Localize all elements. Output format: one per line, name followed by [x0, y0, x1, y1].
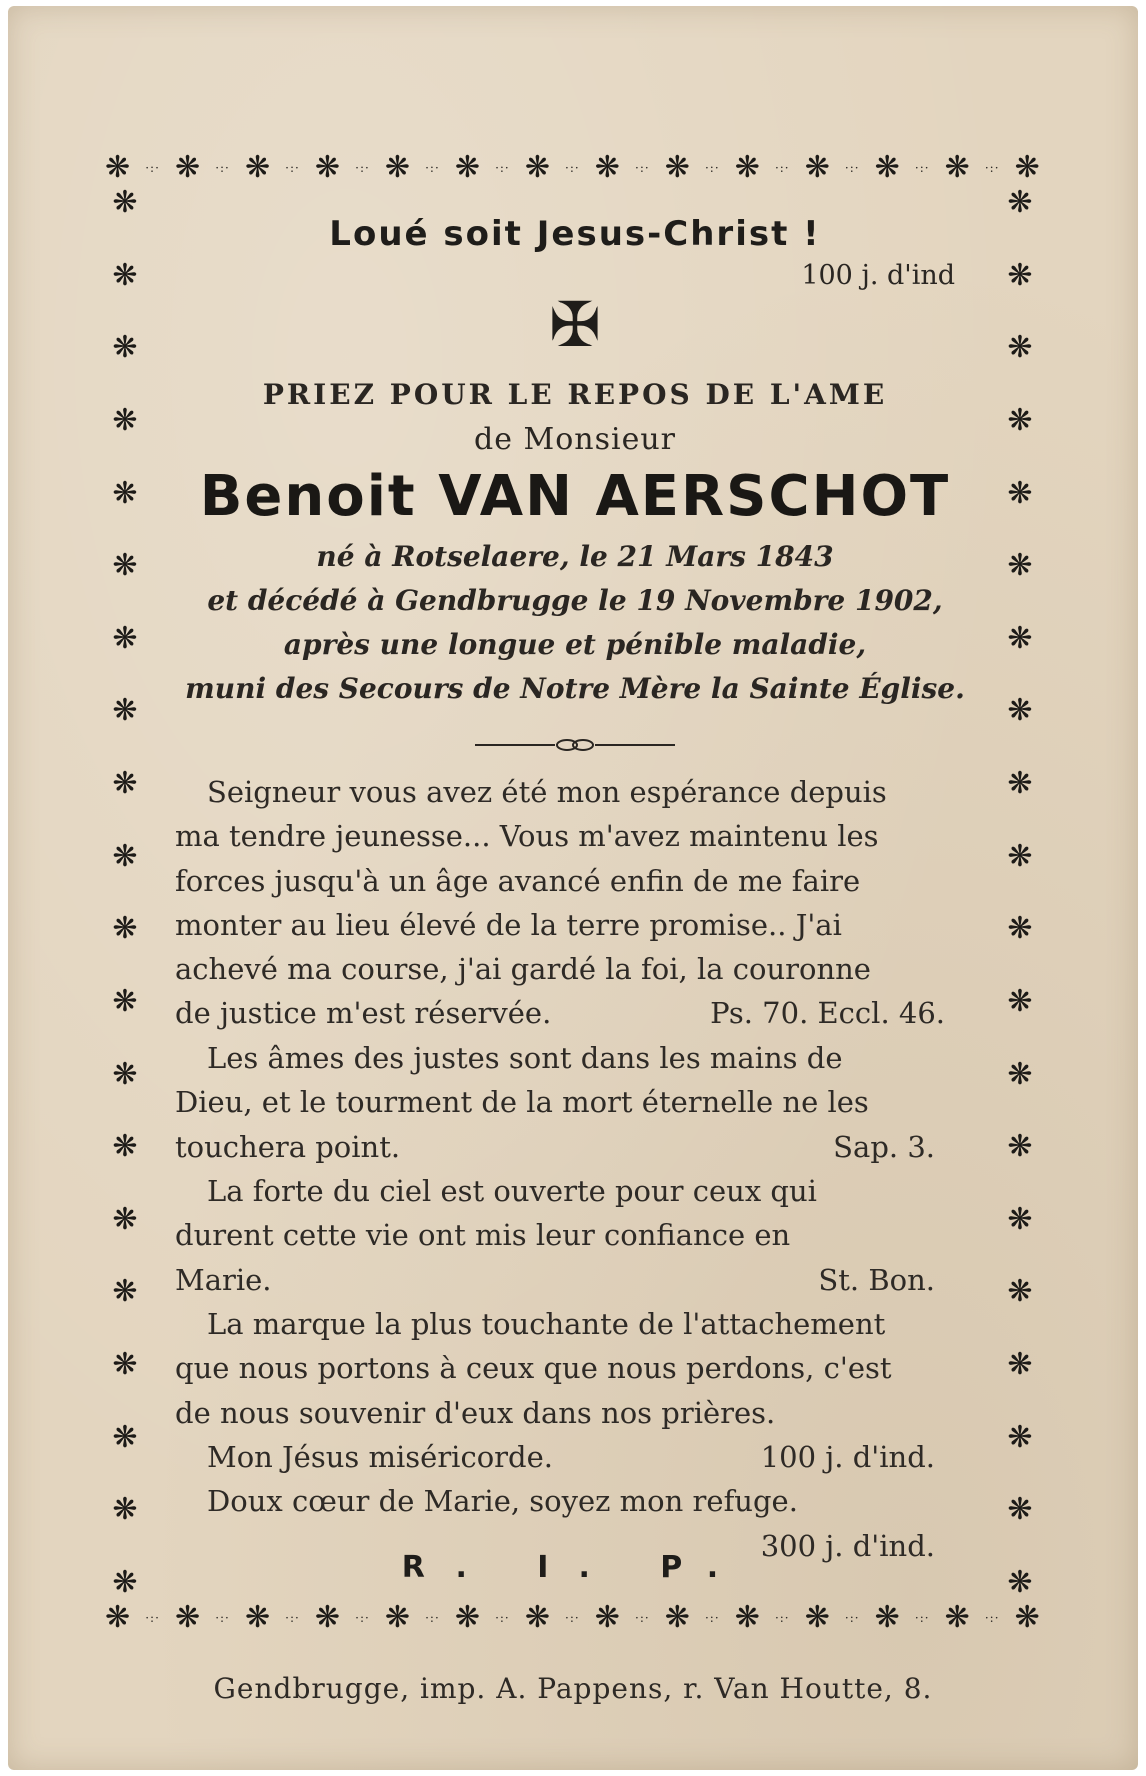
- ornament-flower-icon: ❋: [1007, 1492, 1033, 1528]
- ornament-flower-icon: ❋: [112, 620, 138, 656]
- ornament-flower-icon: ❋: [1007, 1419, 1033, 1455]
- ornament-dots-icon: ·:·: [495, 1611, 510, 1625]
- ornament-flower-icon: ❋: [1007, 693, 1033, 729]
- ornament-dots-icon: ·:·: [844, 1611, 860, 1625]
- ornament-flower-icon: ❋: [105, 150, 131, 185]
- bio-line: après une longue et pénible maladie,: [283, 628, 867, 661]
- ornament-flower-icon: ❋: [112, 766, 138, 801]
- text-line: Marie.: [175, 1262, 272, 1297]
- ornament-flower-icon: ❋: [112, 1056, 138, 1092]
- ornament-flower-icon: ❋: [874, 150, 900, 185]
- ornament-flower-icon: ❋: [314, 1600, 341, 1635]
- ornament-flower-icon: ❋: [112, 257, 138, 293]
- ornament-flower-icon: ❋: [1007, 1056, 1033, 1092]
- ornament-flower-icon: ❋: [174, 150, 201, 185]
- ornament-flower-icon: ❋: [734, 1600, 760, 1635]
- scripture-reference: St. Bon.: [818, 1262, 935, 1297]
- ornament-flower-icon: ❋: [664, 150, 690, 185]
- text-line: monter au lieu élevé de la terre promise.. J'ai: [175, 907, 842, 942]
- text-line: ma tendre jeunesse... Vous m'avez maintenu les: [175, 819, 879, 854]
- ornament-dots-icon: ·:·: [984, 161, 1000, 175]
- text-line: durent cette vie ont mis leur confiance en: [175, 1218, 791, 1253]
- ornament-dots-icon: ·:·: [774, 1611, 790, 1625]
- scripture-paragraph: [175, 770, 975, 1036]
- ornament-flower-icon: ❋: [594, 150, 620, 185]
- ornament-dots-icon: ·:·: [914, 1611, 930, 1625]
- ornament-dots-icon: ·:·: [215, 1611, 230, 1625]
- prayer-request: PRIEZ POUR LE REPOS DE L'AME: [262, 378, 888, 411]
- ornament-flower-icon: ❋: [112, 330, 138, 366]
- ornament-flower-icon: ❋: [1007, 330, 1033, 366]
- bio-line: muni des Secours de Notre Mère la Sainte Église.: [185, 672, 965, 705]
- ornament-flower-icon: ❋: [1007, 188, 1033, 220]
- ornament-flower-icon: ❋: [734, 150, 760, 185]
- ornament-dots-icon: ·:·: [145, 161, 160, 175]
- ornament-dots-icon: ·:·: [425, 1611, 440, 1625]
- ornament-flower-icon: ❋: [384, 150, 411, 185]
- ornament-flower-icon: ❋: [454, 1600, 480, 1635]
- ornament-flower-icon: ❋: [112, 983, 138, 1019]
- ornament-flower-icon: ❋: [112, 402, 138, 438]
- ornament-flower-icon: ❋: [1007, 1347, 1033, 1382]
- ornament-dots-icon: ·:·: [914, 161, 930, 175]
- ornament-flower-icon: ❋: [594, 1600, 620, 1635]
- ornament-flower-icon: ❋: [112, 693, 138, 729]
- ornament-flower-icon: ❋: [1014, 150, 1040, 185]
- text-line: achevé ma course, j'ai gardé la foi, la couronne: [175, 952, 871, 987]
- ornament-flower-icon: ❋: [1007, 548, 1033, 584]
- ornament-flower-icon: ❋: [804, 150, 830, 185]
- ornament-flower-icon: ❋: [112, 1201, 138, 1237]
- border-bottom: [105, 1598, 1040, 1638]
- ornament-flower-icon: ❋: [1007, 1129, 1033, 1165]
- ornament-flower-icon: ❋: [1007, 838, 1033, 874]
- ornament-dots-icon: ·:·: [635, 1611, 650, 1625]
- ornament-flower-icon: ❋: [112, 548, 138, 584]
- ornament-flower-icon: ❋: [112, 475, 138, 511]
- ornament-flower-icon: ❋: [1007, 1564, 1033, 1598]
- text-line: que nous portons à ceux que nous perdons, c'est: [175, 1351, 892, 1386]
- ornament-flower-icon: ❋: [454, 150, 480, 185]
- deceased-name: Benoit VAN AERSCHOT: [199, 464, 951, 529]
- ornament-dots-icon: ·:·: [495, 161, 510, 175]
- printer-imprint: Gendbrugge, imp. A. Pappens, r. Van Houtte, 8.: [213, 1672, 933, 1705]
- ornament-flower-icon: ❋: [524, 150, 550, 185]
- ornament-flower-icon: ❋: [105, 1600, 131, 1635]
- bio-line: et décédé à Gendbrugge le 19 Novembre 1902,: [207, 584, 943, 617]
- ornament-dots-icon: ·:·: [844, 161, 860, 175]
- ornament-dots-icon: ·:·: [704, 1611, 720, 1625]
- ornament-flower-icon: ❋: [174, 1600, 201, 1635]
- ornament-flower-icon: ❋: [112, 1419, 138, 1455]
- ornament-flower-icon: ❋: [244, 150, 271, 185]
- ornament-flower-icon: ❋: [944, 1600, 970, 1635]
- text-line: La forte du ciel est ouverte pour ceux qui: [207, 1174, 817, 1208]
- rip-text: R. I. P.: [401, 1550, 749, 1585]
- short-prayers: [175, 1435, 975, 1568]
- scripture-paragraph: [175, 1036, 975, 1169]
- ornament-flower-icon: ❋: [112, 188, 138, 220]
- indulgence-note: 300 j. d'ind.: [760, 1528, 935, 1563]
- ornament-flower-icon: ❋: [664, 1600, 690, 1635]
- ornament-flower-icon: ❋: [112, 838, 138, 874]
- text-line: Dieu, et le tourment de la mort éternelle ne les: [175, 1085, 869, 1120]
- scripture-reference: Ps. 70. Eccl. 46.: [710, 996, 945, 1031]
- text-line: La marque la plus touchante de l'attachement: [207, 1307, 886, 1341]
- ornament-dots-icon: ·:·: [984, 1611, 1000, 1625]
- border-top: [105, 148, 1040, 188]
- text-line: forces jusqu'à un âge avancé enfin de me faire: [175, 863, 861, 898]
- divider-ornament: [475, 738, 675, 752]
- ornament-flower-icon: ❋: [804, 1600, 830, 1635]
- ornament-flower-icon: ❋: [112, 1492, 138, 1528]
- text-line: de justice m'est réservée.: [175, 996, 552, 1031]
- ornament-dots-icon: ·:·: [355, 1611, 370, 1625]
- scripture-paragraph: [175, 1169, 975, 1302]
- ornament-flower-icon: ❋: [112, 1274, 138, 1310]
- ornament-flower-icon: ❋: [524, 1600, 550, 1635]
- ornament-dots-icon: ·:·: [355, 161, 370, 175]
- ornament-dots-icon: ·:·: [565, 1611, 580, 1625]
- ornament-dots-icon: ·:·: [565, 161, 580, 175]
- prayer-line: Doux cœur de Marie, soyez mon refuge.: [207, 1484, 798, 1519]
- border-right: [1000, 188, 1040, 1598]
- ornament-flower-icon: ❋: [314, 150, 341, 185]
- ornament-dots-icon: ·:·: [145, 1611, 160, 1625]
- ornament-flower-icon: ❋: [1007, 766, 1033, 801]
- ornament-flower-icon: ❋: [112, 1347, 138, 1382]
- ornament-flower-icon: ❋: [1014, 1600, 1040, 1635]
- header-praise: Loué soit Jesus-Christ !: [329, 214, 821, 254]
- text-line: de nous souvenir d'eux dans nos prières.: [175, 1395, 776, 1430]
- ornament-flower-icon: ❋: [384, 1600, 411, 1635]
- ornament-dots-icon: ·:·: [285, 161, 300, 175]
- indulgence-top: 100 j. d'ind: [801, 260, 955, 291]
- ornament-flower-icon: ❋: [944, 150, 970, 185]
- ornament-dots-icon: ·:·: [425, 161, 440, 175]
- ornament-flower-icon: ❋: [1007, 475, 1033, 511]
- ornament-dots-icon: ·:·: [215, 161, 230, 175]
- text-line: Seigneur vous avez été mon espérance depuis: [207, 775, 887, 809]
- scripture-paragraph: [175, 1302, 975, 1435]
- bio-line: né à Rotselaere, le 21 Mars 1843: [316, 540, 834, 573]
- indulgence-note: 100 j. d'ind.: [760, 1440, 935, 1474]
- ornament-flower-icon: ❋: [112, 1564, 138, 1598]
- ornament-flower-icon: ❋: [1007, 402, 1033, 438]
- ornament-dots-icon: ·:·: [704, 161, 720, 175]
- ornament-flower-icon: ❋: [244, 1600, 271, 1635]
- ornament-flower-icon: ❋: [1007, 911, 1033, 947]
- ornament-flower-icon: ❋: [1007, 983, 1033, 1019]
- ornament-dots-icon: ·:·: [285, 1611, 300, 1625]
- ornament-dots-icon: ·:·: [774, 161, 790, 175]
- scripture-reference: Sap. 3.: [833, 1129, 935, 1164]
- ornament-flower-icon: ❋: [1007, 1274, 1033, 1310]
- ornament-flower-icon: ❋: [1007, 620, 1033, 656]
- ornament-flower-icon: ❋: [874, 1600, 900, 1635]
- prayer-line: Mon Jésus miséricorde.: [207, 1440, 553, 1474]
- border-left: [105, 188, 145, 1598]
- maltese-cross-icon: ✠: [549, 288, 601, 361]
- text-line: touchera point.: [175, 1129, 401, 1164]
- ornament-flower-icon: ❋: [112, 911, 138, 947]
- ornament-dots-icon: ·:·: [635, 161, 650, 175]
- ornament-flower-icon: ❋: [1007, 1201, 1033, 1237]
- ornament-flower-icon: ❋: [112, 1129, 138, 1165]
- de-monsieur: de Monsieur: [473, 422, 676, 457]
- ornament-flower-icon: ❋: [1007, 257, 1033, 293]
- text-line: Les âmes des justes sont dans les mains de: [207, 1041, 843, 1075]
